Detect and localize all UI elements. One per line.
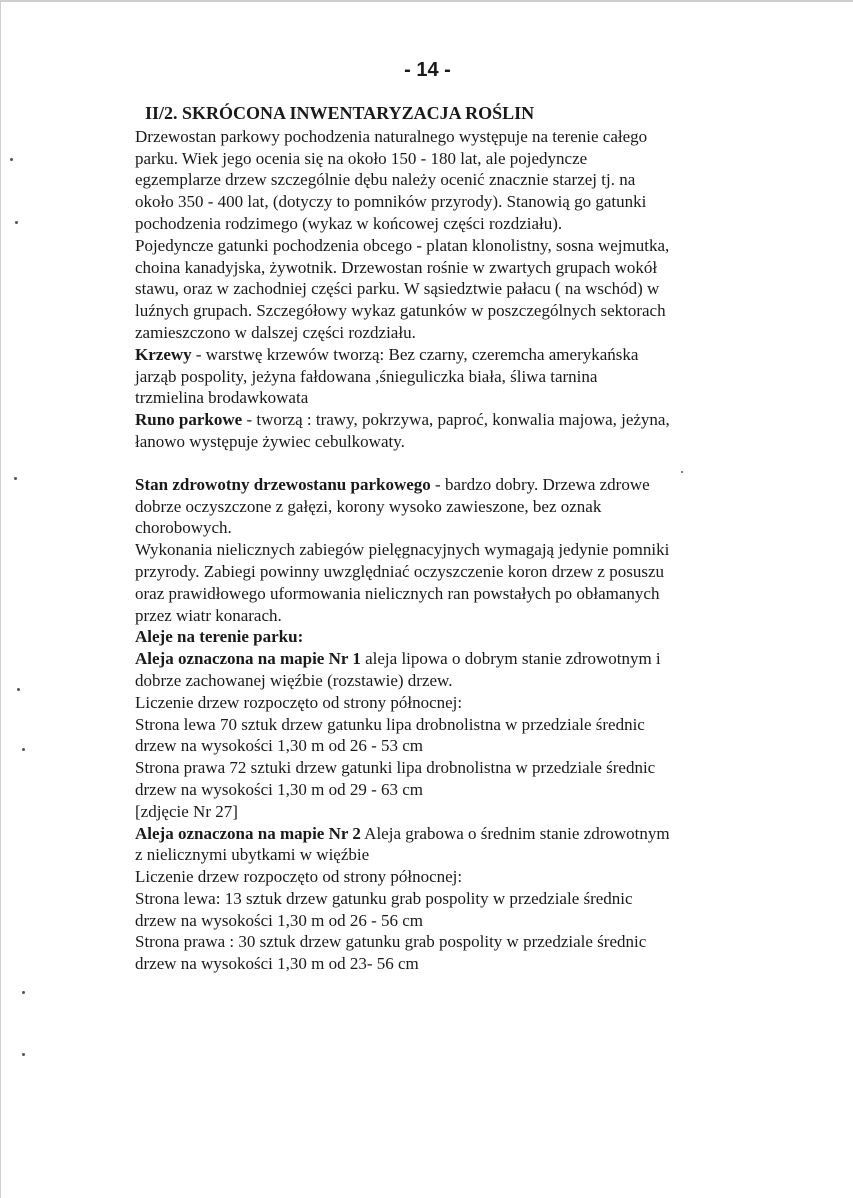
text-line: Strona prawa 72 sztuki drzew gatunki lipa drobnolistna w przedziale średnic (135, 758, 656, 778)
stan-text: - bardzo dobry. Drzewa zdrowe (430, 474, 650, 494)
aleja1-label: Aleja oznaczona na mapie Nr 1 (135, 649, 361, 669)
stan-line (135, 474, 769, 496)
aleja2-label: Aleja oznaczona na mapie Nr 2 (135, 823, 361, 843)
section-heading: II/2. SKRÓCONA INWENTARYZACJA ROŚLIN (145, 103, 535, 123)
text-line: drzew na wysokości 1,30 m od 26 - 53 cm (135, 736, 424, 756)
scan-speck (17, 688, 20, 691)
text-line: stawu, oraz w zachodniej części parku. W sąsiedztwie pałacu ( na wschód) w (135, 279, 660, 299)
aleja2-line (135, 823, 769, 845)
aleja1-line (135, 648, 769, 670)
krzewy-line (135, 344, 769, 366)
text-line-content: parku. Wiek jego ocenia się na około 150 - 180 lat, ale pojedyncze (135, 148, 588, 168)
scan-speck (22, 991, 25, 994)
scan-speck (22, 1053, 25, 1056)
text-line: choina kanadyjska, żywotnik. Drzewostan rośnie w zwartych grupach wokół (135, 257, 658, 277)
scan-speck (10, 158, 13, 161)
stan-label: Stan zdrowotny drzewostanu parkowego (135, 474, 431, 494)
text-line: Pojedyncze gatunki pochodzenia obcego - platan klonolistny, sosna wejmutka, (135, 235, 670, 255)
text-line: Strona lewa 70 sztuk drzew gatunku lipa drobnolistna w przedziale średnic (135, 714, 645, 734)
text-line-content: egzemplarze drzew szczególnie dębu należy ocenić znacznie starzej tj. na (135, 170, 636, 190)
text-line-content: około 350 - 400 lat, (dotyczy to pomników przyrody). Stanowią go gatunki (135, 192, 647, 212)
main-text (135, 103, 769, 975)
scan-speck (14, 477, 17, 480)
text-line: drzew na wysokości 1,30 m od 29 - 63 cm (135, 779, 424, 799)
photo-reference: [zdjęcie Nr 27] (135, 801, 238, 821)
text-line: oraz prawidłowego uformowania nielicznych ran powstałych po obłamanych (135, 583, 660, 603)
text-line: jarząb pospolity, jeżyna fałdowana ,śnieguliczka biała, śliwa tarnina (135, 366, 598, 386)
text-line (135, 169, 769, 191)
scan-speck (22, 748, 25, 751)
text-line: luźnych grupach. Szczegółowy wykaz gatunków w poszczególnych sektorach (135, 301, 666, 321)
text-line: Wykonania nielicznych zabiegów pielęgnacyjnych wymagają jedynie pomniki (135, 540, 670, 560)
page-number: - 14 - (404, 59, 451, 81)
text-line: Strona lewa: 13 sztuk drzew gatunku grab pospolity w przedziale średnic (135, 888, 633, 908)
aleja1-text: aleja lipowa o dobrym stanie zdrowotnym i (360, 649, 661, 669)
krzewy-text: - warstwę krzewów tworzą: Bez czarny, czeremcha amerykańska (191, 344, 639, 364)
text-line: Liczenie drzew rozpoczęto od strony północnej: (135, 692, 463, 712)
scan-speck (15, 221, 18, 224)
text-line: drzew na wysokości 1,30 m od 23- 56 cm (135, 954, 419, 974)
krzewy-label: Krzewy (135, 344, 192, 364)
text-line: z nielicznymi ubytkami w więźbie (135, 845, 370, 865)
text-line: dobrze zachowanej więźbie (rozstawie) drzew. (135, 670, 453, 690)
runo-label: Runo parkowe (135, 410, 243, 430)
runo-line (135, 409, 769, 431)
text-line: łanowo występuje żywiec cebulkowaty. (135, 431, 405, 451)
text-line (135, 191, 769, 213)
text-line: zamieszczono w dalszej części rozdziału. (135, 322, 416, 342)
text-line: pochodzenia rodzimego (wykaz w końcowej części rozdziału). (135, 213, 563, 233)
text-line (135, 126, 769, 148)
text-line (135, 496, 769, 518)
text-line: drzew na wysokości 1,30 m od 26 - 56 cm (135, 910, 424, 930)
text-line-content: dobrze oczyszczone z gałęzi, korony wysoko zawieszone, bez oznak (135, 496, 602, 516)
text-line: Strona prawa : 30 sztuk drzew gatunku grab pospolity w przedziale średnic (135, 932, 647, 952)
runo-text: - tworzą : trawy, pokrzywa, paproć, konwalia majowa, jeżyna, (242, 410, 670, 430)
aleje-heading: Aleje na terenie parku: (135, 627, 304, 647)
text-line: trzmielina brodawkowata (135, 388, 309, 408)
text-line: chorobowych. (135, 518, 232, 538)
text-line: przyrody. Zabiegi powinny uwzględniać oczyszczenie koron drzew z posuszu (135, 561, 665, 581)
aleja2-text: Aleja grabowa o średnim stanie zdrowotnym (360, 823, 670, 843)
paragraph-gap (135, 453, 769, 474)
text-line-content: Drzewostan parkowy pochodzenia naturalnego występuje na terenie całego (135, 126, 648, 146)
text-line: Liczenie drzew rozpoczęto od strony północnej: (135, 867, 463, 887)
text-line (135, 148, 769, 170)
text-line: przez wiatr konarach. (135, 605, 282, 625)
